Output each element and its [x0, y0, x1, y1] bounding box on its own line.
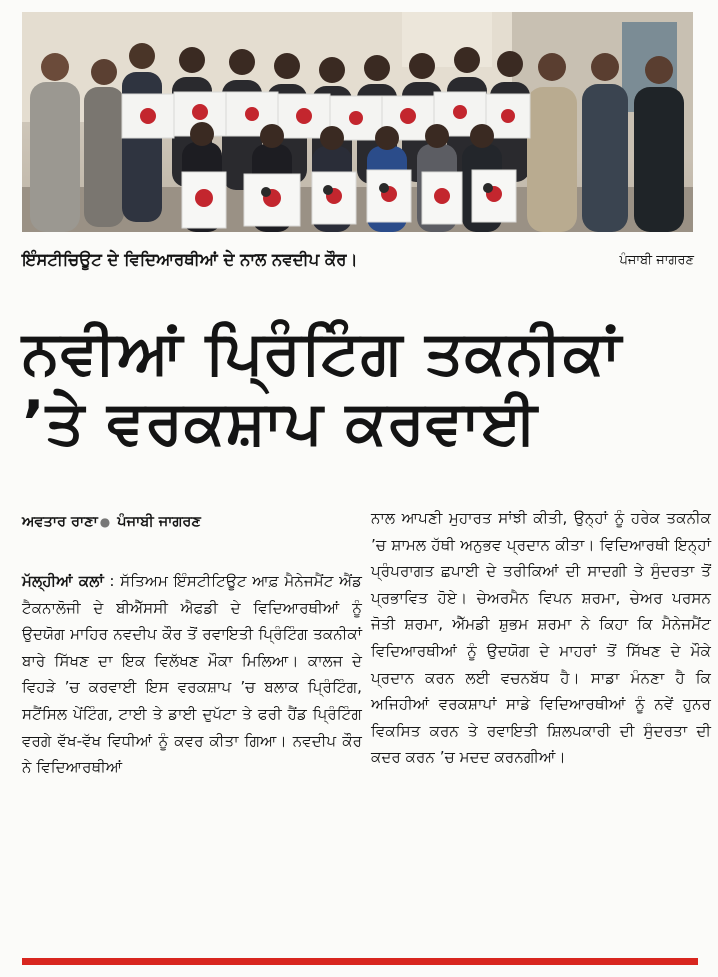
- byline-author: ਅਵਤਾਰ ਰਾਣਾ: [22, 514, 98, 530]
- byline-separator-icon: ●: [99, 515, 111, 529]
- headline-line-2: ’ਤੇ ਵਰਕਸ਼ਾਪ ਕਰਵਾਈ: [22, 388, 538, 458]
- photo-credit: ਪੰਜਾਬੀ ਜਾਗਰਣ: [619, 253, 694, 268]
- group-photo: [22, 12, 693, 232]
- headline-line-1: ਨਵੀਆਂ ਪ੍ਰਿੰਟਿੰਗ ਤਕਨੀਕਾਂ: [22, 318, 622, 388]
- article-column-2: [371, 505, 711, 771]
- group-photo-illustration: [22, 12, 693, 232]
- dateline: ਮੱਲ੍ਹੀਆਂ ਕਲਾਂ: [22, 572, 104, 590]
- headline: [22, 318, 702, 458]
- byline: [22, 514, 201, 530]
- column-1-text: : ਸੱਤਿਅਮ ਇੰਸਟੀਟਿਊਟ ਆਫ਼ ਮੈਨੇਜਮੈਂਟ ਐਂਡ ਟੈਕਨਾਲੋਜੀ ਦੇ ਬੀਐੱਸਸੀ ਐਫਡੀ ਦੇ ਵਿਦਿਆਰਥੀਆਂ ਨੂੰ ਉਦਯੋਗ ਮਾਹਿਰ ਨਵਦੀਪ ਕੌਰ ਤੋਂ ਰਵਾਇਤੀ ਪ੍ਰਿੰਟਿੰਗ ਤਕਨੀਕਾਂ ਬਾਰੇ ਸਿੱਖਣ ਦਾ ਇਕ ਵਿਲੱਖਣ ਮੌਕਾ ਮਿਲਿਆ। ਕਾਲਜ ਦੇ ਵਿਹੜੇ ’ਚ ਕਰਵਾਈ ਇਸ ਵਰਕਸ਼ਾਪ ’ਚ ਬਲਾਕ ਪ੍ਰਿੰਟਿੰਗ, ਸਟੈਂਸਿਲ ਪੇਂਟਿੰਗ, ਟਾਈ ਤੇ ਡਾਈ ਦੁਪੱਟਾ ਤੇ ਫਰੀ ਹੈਂਡ ਪ੍ਰਿੰਟਿੰਗ ਵਰਗੇ ਵੱਖ-ਵੱਖ ਵਿਧੀਆਂ ਨੂੰ ਕਵਰ ਕੀਤਾ ਗਿਆ। ਨਵਦੀਪ ਕੌਰ ਨੇ ਵਿਦਿਆਰਥੀਆਂ: [22, 572, 362, 777]
- bottom-rule: [22, 958, 698, 965]
- article-column-1: [22, 568, 362, 781]
- column-2-text: ਨਾਲ ਆਪਣੀ ਮੁਹਾਰਤ ਸਾਂਝੀ ਕੀਤੀ, ਉਨ੍ਹਾਂ ਨੂੰ ਹਰੇਕ ਤਕਨੀਕ ’ਚ ਸ਼ਾਮਲ ਹੱਥੀ ਅਨੁਭਵ ਪ੍ਰਦਾਨ ਕੀਤਾ। ਵਿਦਿਆਰਥੀ ਇਨ੍ਹਾਂ ਪ੍ਰੰਪਰਾਗਤ ਛਪਾਈ ਦੇ ਤਰੀਕਿਆਂ ਦੀ ਸਾਦਗੀ ਤੇ ਸੁੰਦਰਤਾ ਤੋਂ ਪ੍ਰਭਾਵਿਤ ਹੋਏ। ਚੇਅਰਮੈਨ ਵਿਪਨ ਸ਼ਰਮਾ, ਚੇਅਰ ਪਰਸਨ ਜੋਤੀ ਸ਼ਰਮਾ, ਐੱਮਡੀ ਸ਼ੁਭਮ ਸ਼ਰਮਾ ਨੇ ਕਿਹਾ ਕਿ ਮੈਨੇਜਮੈਂਟ ਵਿਦਿਆਰਥੀਆਂ ਨੂੰ ਉਦਯੋਗ ਦੇ ਮਾਹਰਾਂ ਤੋਂ ਸਿੱਖਣ ਦੇ ਮੌਕੇ ਪ੍ਰਦਾਨ ਕਰਨ ਲਈ ਵਚਨਬੱਧ ਹੈ। ਸਾਡਾ ਮੰਨਣਾ ਹੈ ਕਿ ਅਜਿਹੀਆਂ ਵਰਕਸ਼ਾਪਾਂ ਸਾਡੇ ਵਿਦਿਆਰਥੀਆਂ ਨੂੰ ਨਵੇਂ ਹੁਨਰ ਵਿਕਸਿਤ ਕਰਨ ਤੇ ਰਵਾਇਤੀ ਸ਼ਿਲਪਕਾਰੀ ਦੀ ਸੁੰਦਰਤਾ ਦੀ ਕਦਰ ਕਰਨ ’ਚ ਮਦਦ ਕਰਨਗੀਆਂ।: [371, 509, 711, 767]
- photo-caption: ਇੰਸਟੀਚਿਊਟ ਦੇ ਵਿਦਿਆਰਥੀਆਂ ਦੇ ਨਾਲ ਨਵਦੀਪ ਕੌਰ।: [22, 250, 358, 269]
- byline-paper: ਪੰਜਾਬੀ ਜਾਗਰਣ: [117, 514, 201, 530]
